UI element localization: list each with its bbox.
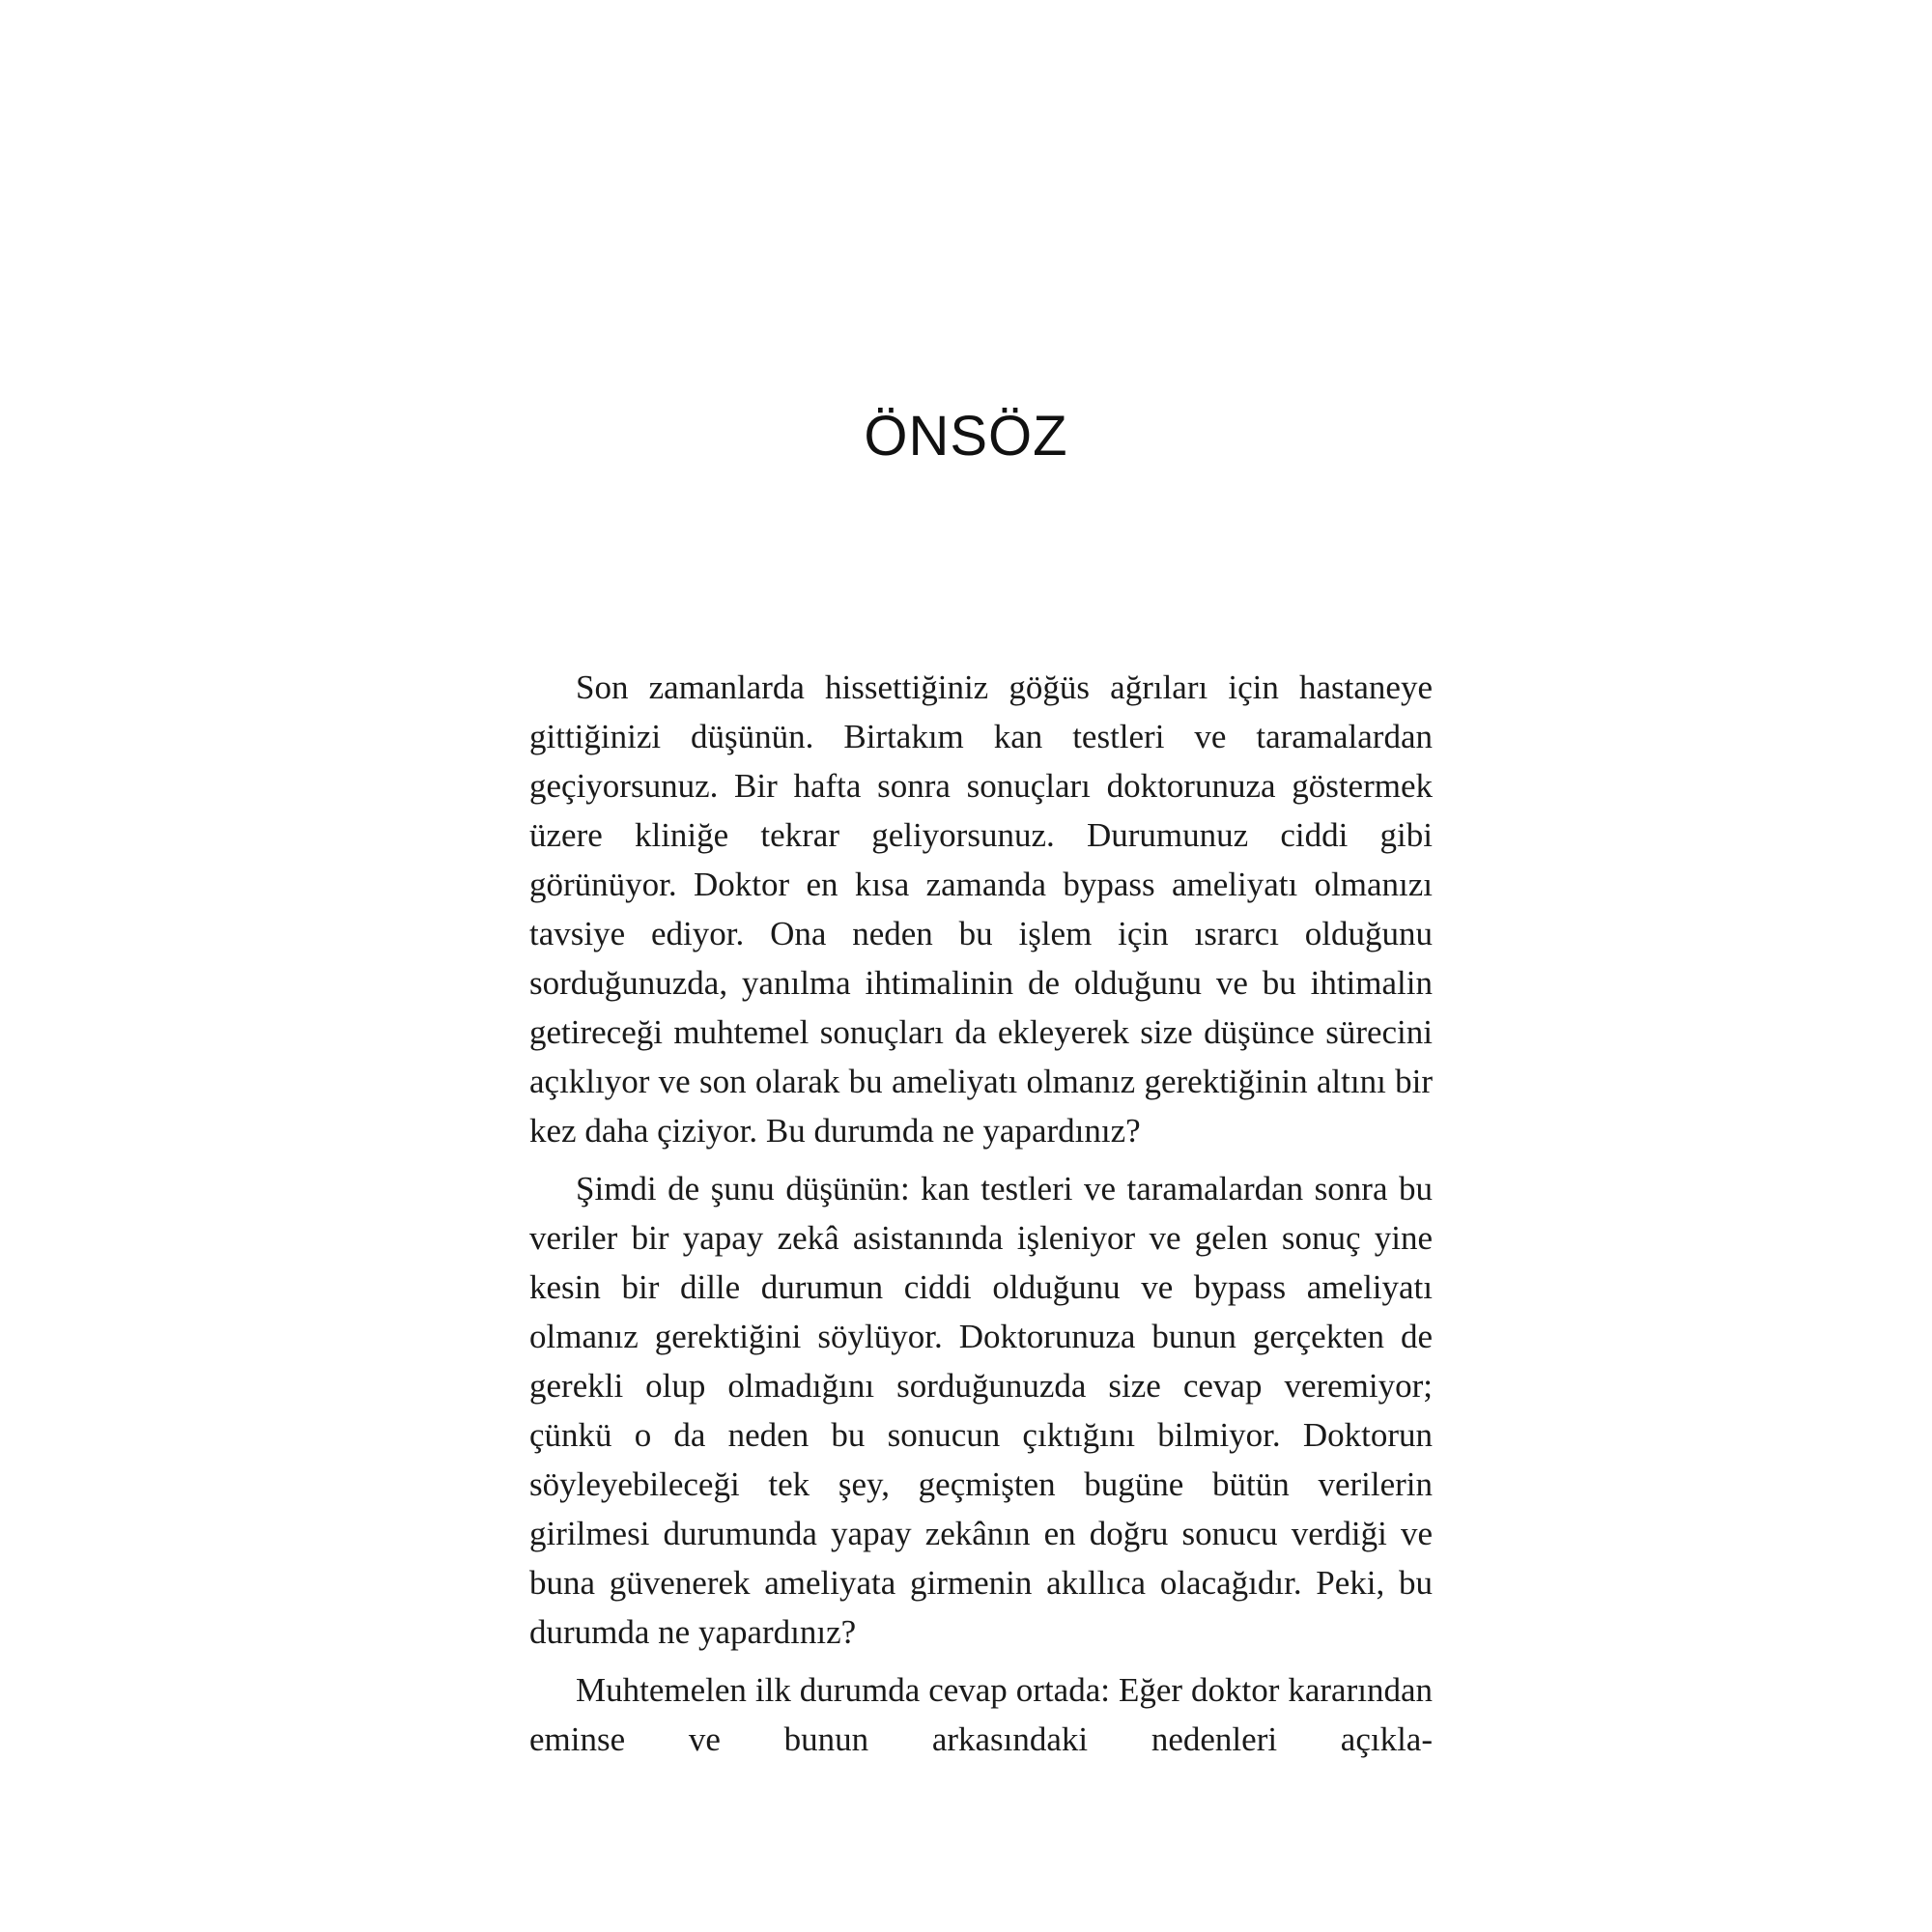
paragraph-1: Son zamanlarda hissettiğiniz göğüs ağrıları için hastaneye gittiğinizi düşünün. Birtakım kan testleri ve taramalardan geçiyorsunuz. Bir hafta sonra sonuçları doktorunuza göstermek üzere kliniğe tekrar geliyorsunuz. Durumunuz ciddi gibi görünüyor. Doktor en kısa zamanda bypass ameliyatı olmanızı tavsiye ediyor. Ona neden bu işlem için ısrarcı olduğunu sorduğunuzda, yanılma ihtimalinin de olduğunu ve bu ihtimalin getireceği muhtemel sonuçları da ekleyerek size düşünce sürecini açıklıyor ve son olarak bu ameliyatı olmanız gerektiğinin altını bir kez daha çiziyor. Bu durumda ne yapardınız? (529, 668, 1433, 1150)
chapter-heading: ÖNSÖZ (864, 405, 1068, 468)
body-text (529, 663, 1433, 1764)
paragraph-3: Muhtemelen ilk durumda cevap ortada: Eğer doktor kararından eminse ve bunun arkasındaki nedenleri açıkla- (529, 1671, 1433, 1758)
paragraph-2: Şimdi de şunu düşünün: kan testleri ve taramalardan sonra bu veriler bir yapay zekâ asistanında işleniyor ve gelen sonuç yine kesin bir dille durumun ciddi olduğunu ve bypass ameliyatı olmanız gerektiğini söylüyor. Doktorunuza bunun gerçekten de gerekli olup olmadığını sorduğunuzda size cevap veremiyor; çünkü o da neden bu sonucun çıktığını bilmiyor. Doktorun söyleyebileceği tek şey, geçmişten bugüne bütün verilerin girilmesi durumunda yapay zekânın en doğru sonucu verdiği ve buna güvenerek ameliyata girmenin akıllıca olacağıdır. Peki, bu durumda ne yapardınız? (529, 1170, 1433, 1651)
